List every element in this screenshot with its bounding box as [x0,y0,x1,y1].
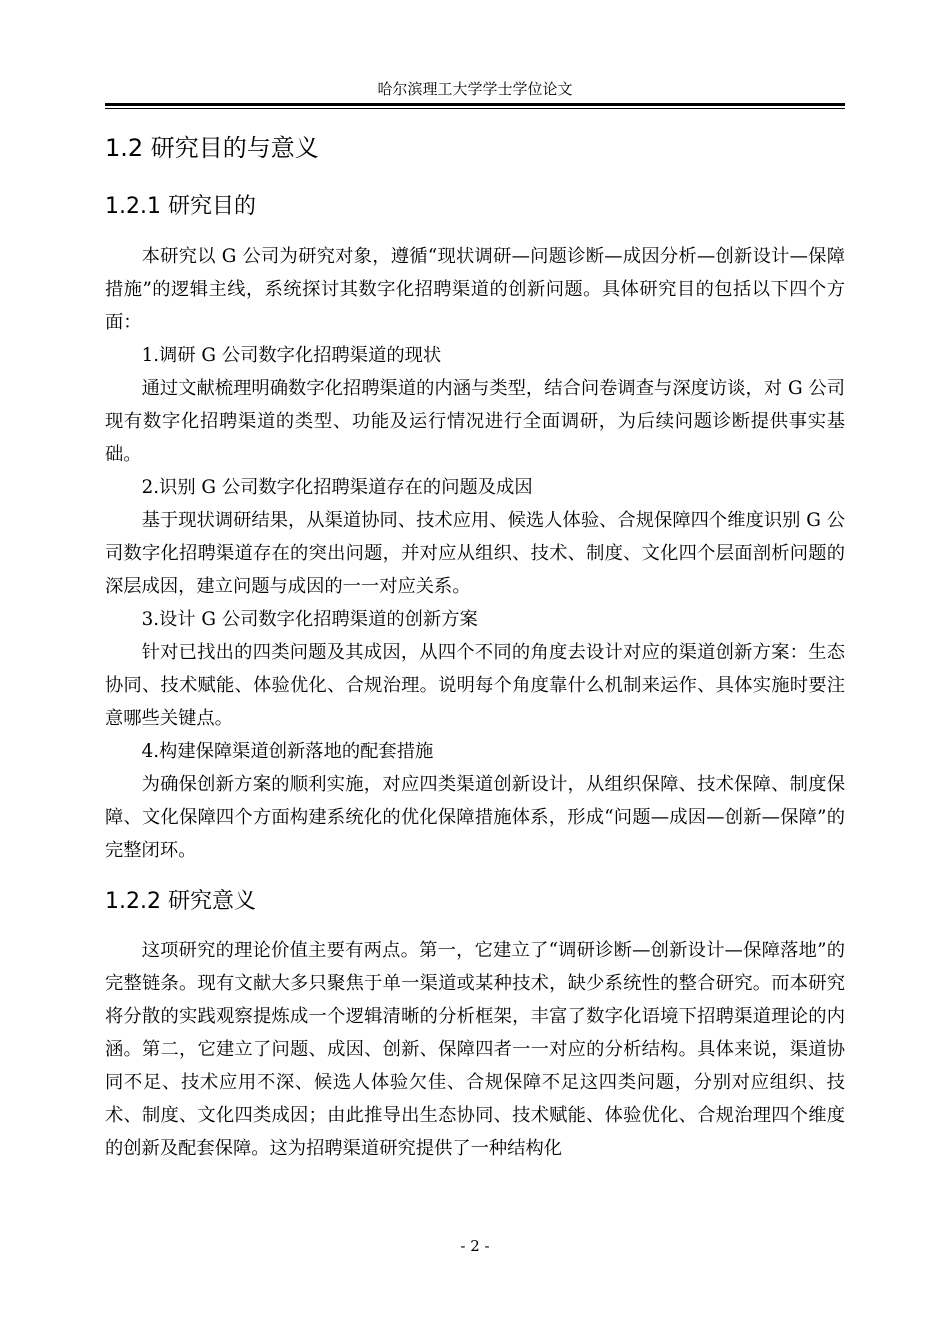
running-header: 哈尔滨理工大学学士学位论文 [377,80,573,98]
purpose-item-heading: 3.设计 G 公司数字化招聘渠道的创新方案 [141,609,478,630]
page-body [105,128,845,1165]
section-heading: 1.2 研究目的与意义 [105,134,319,162]
header-rule-thin [105,108,845,109]
header-rule-thick [105,103,845,106]
purpose-item-heading: 1.调研 G 公司数字化招聘渠道的现状 [141,345,442,366]
purpose-item-body: 为确保创新方案的顺利实施，对应四类渠道创新设计，从组织保障、技术保障、制度保障、文化保障四个方面构建系统化的优化保障措施体系，形成“问题—成因—创新—保障”的完整闭环。 [105,774,845,861]
purpose-intro-paragraph: 本研究以 G 公司为研究对象，遵循“现状调研—问题诊断—成因分析—创新设计—保障措施”的逻辑主线，系统探讨其数字化招聘渠道的创新问题。具体研究目的包括以下四个方面： [105,246,845,333]
purpose-item-body: 通过文献梳理明确数字化招聘渠道的内涵与类型，结合问卷调查与深度访谈，对 G 公司现有数字化招聘渠道的类型、功能及运行情况进行全面调研，为后续问题诊断提供事实基础。 [105,378,845,465]
significance-paragraph: 这项研究的理论价值主要有两点。第一，它建立了“调研诊断—创新设计—保障落地”的完整链条。现有文献大多只聚焦于单一渠道或某种技术，缺少系统性的整合研究。而本研究将分散的实践观察提炼成一个逻辑清晰的分析框架，丰富了数字化语境下招聘渠道理论的内涵。第二，它建立了问题、成因、创新、保障四者一一对应的分析结构。具体来说，渠道协同不足、技术应用不深、候选人体验欠佳、合规保障不足这四类问题，分别对应组织、技术、制度、文化四类成因；由此推导出生态协同、技术赋能、体验优化、合规治理四个维度的创新及配套保障。这为招聘渠道研究提供了一种结构化 [105,940,845,1159]
subsection-heading-purpose: 1.2.1 研究目的 [105,194,256,219]
purpose-item-heading: 4.构建保障渠道创新落地的配套措施 [141,741,434,762]
subsection-heading-significance: 1.2.2 研究意义 [105,889,256,914]
page-number: - 2 - [460,1237,490,1255]
purpose-item-body: 基于现状调研结果，从渠道协同、技术应用、候选人体验、合规保障四个维度识别 G 公司数字化招聘渠道存在的突出问题，并对应从组织、技术、制度、文化四个层面剖析问题的深层成因，建立问题与成因的一一对应关系。 [105,510,845,597]
purpose-item-heading: 2.识别 G 公司数字化招聘渠道存在的问题及成因 [141,477,533,498]
purpose-item-body: 针对已找出的四类问题及其成因，从四个不同的角度去设计对应的渠道创新方案：生态协同、技术赋能、体验优化、合规治理。说明每个角度靠什么机制来运作、具体实施时要注意哪些关键点。 [105,642,845,729]
